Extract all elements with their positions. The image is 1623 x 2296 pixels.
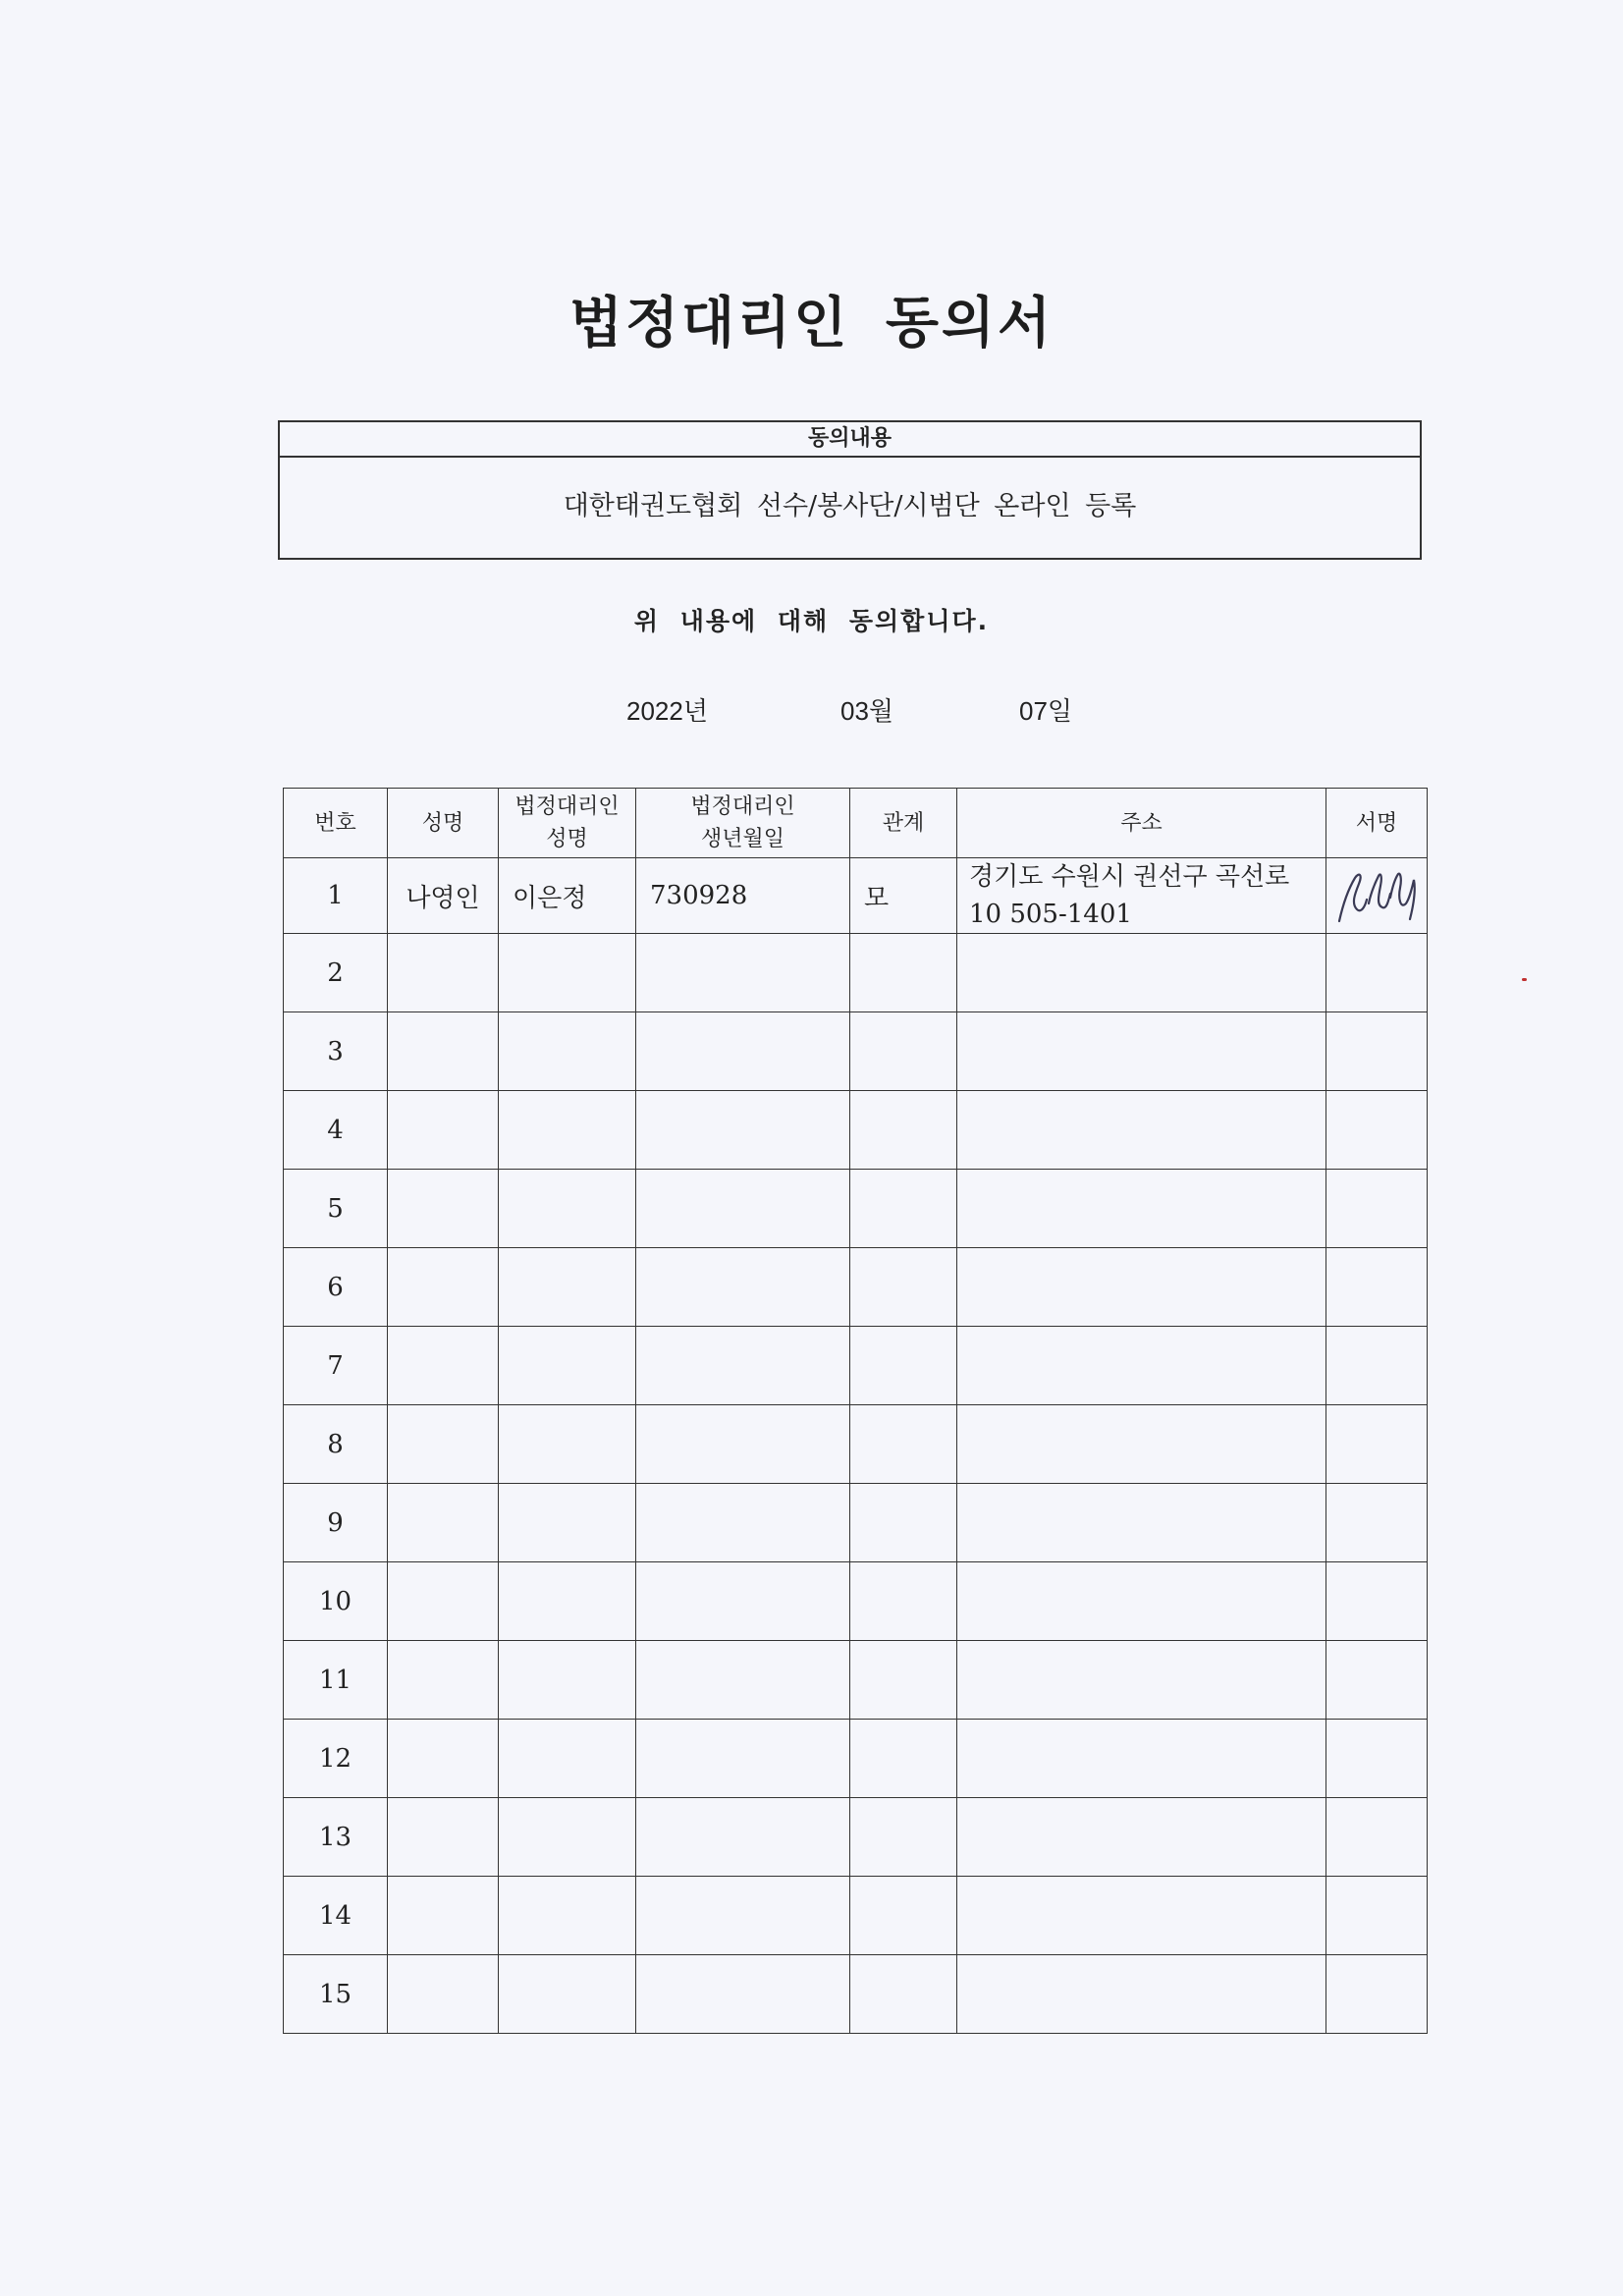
guardian-table <box>283 788 1428 2034</box>
consent-box <box>278 420 1422 560</box>
row-signature <box>1326 858 1428 934</box>
header-guardian-birth <box>636 789 850 858</box>
table-row <box>284 1877 1428 1955</box>
row-address: 경기도 수원시 권선구 곡선로 10 505-1401 <box>957 858 1326 934</box>
row-number: 13 <box>284 1798 388 1877</box>
row-number: 10 <box>284 1562 388 1641</box>
row-number: 14 <box>284 1877 388 1955</box>
table-row <box>284 1405 1428 1484</box>
table-row <box>284 1248 1428 1327</box>
table-header-row <box>284 789 1428 858</box>
date-month: 03월 <box>840 696 894 726</box>
table-row <box>284 1641 1428 1720</box>
row-number: 9 <box>284 1484 388 1562</box>
table-row <box>284 934 1428 1012</box>
table-row <box>284 1720 1428 1798</box>
header-guardian-birth-line1: 법정대리인 <box>690 794 795 819</box>
row-number: 8 <box>284 1405 388 1484</box>
date-year: 2022년 <box>626 696 708 726</box>
header-signature: 서명 <box>1326 789 1428 858</box>
scan-speck <box>1522 978 1527 981</box>
row-number: 15 <box>284 1955 388 2034</box>
row-number: 1 <box>284 858 388 934</box>
row-guardian-name: 이은정 <box>499 858 636 934</box>
row-number: 5 <box>284 1170 388 1248</box>
row-number: 2 <box>284 934 388 1012</box>
table-row <box>284 1170 1428 1248</box>
table-row <box>284 1327 1428 1405</box>
header-relation: 관계 <box>850 789 957 858</box>
row-number: 6 <box>284 1248 388 1327</box>
table-row <box>284 1955 1428 2034</box>
header-no: 번호 <box>284 789 388 858</box>
header-guardian-name-line2: 성명 <box>546 827 588 851</box>
row-guardian-birth: 730928 <box>636 858 850 934</box>
table-row <box>284 1091 1428 1170</box>
row-number: 4 <box>284 1091 388 1170</box>
row-number: 12 <box>284 1720 388 1798</box>
header-guardian-name <box>499 789 636 858</box>
row-number: 11 <box>284 1641 388 1720</box>
row-number: 7 <box>284 1327 388 1405</box>
agreement-statement: 위 내용에 대해 동의합니다. <box>633 607 990 635</box>
table-row <box>284 1562 1428 1641</box>
row-number: 3 <box>284 1012 388 1091</box>
document-title: 법정대리인 동의서 <box>568 292 1055 355</box>
handwritten-signature <box>1329 864 1424 927</box>
header-name: 성명 <box>388 789 499 858</box>
header-address: 주소 <box>957 789 1326 858</box>
header-guardian-name-line1: 법정대리인 <box>514 794 620 819</box>
header-guardian-birth-line2: 생년월일 <box>700 827 784 851</box>
table-row <box>284 858 1428 934</box>
consent-body: 대한태권도협회 선수/봉사단/시범단 온라인 등록 <box>563 491 1137 521</box>
table-row <box>284 1012 1428 1091</box>
date-day: 07일 <box>1019 696 1073 726</box>
row-relation: 모 <box>850 858 957 934</box>
row-name: 나영인 <box>388 858 499 934</box>
consent-header: 동의내용 <box>280 422 1420 458</box>
table-row <box>284 1484 1428 1562</box>
table-row <box>284 1798 1428 1877</box>
